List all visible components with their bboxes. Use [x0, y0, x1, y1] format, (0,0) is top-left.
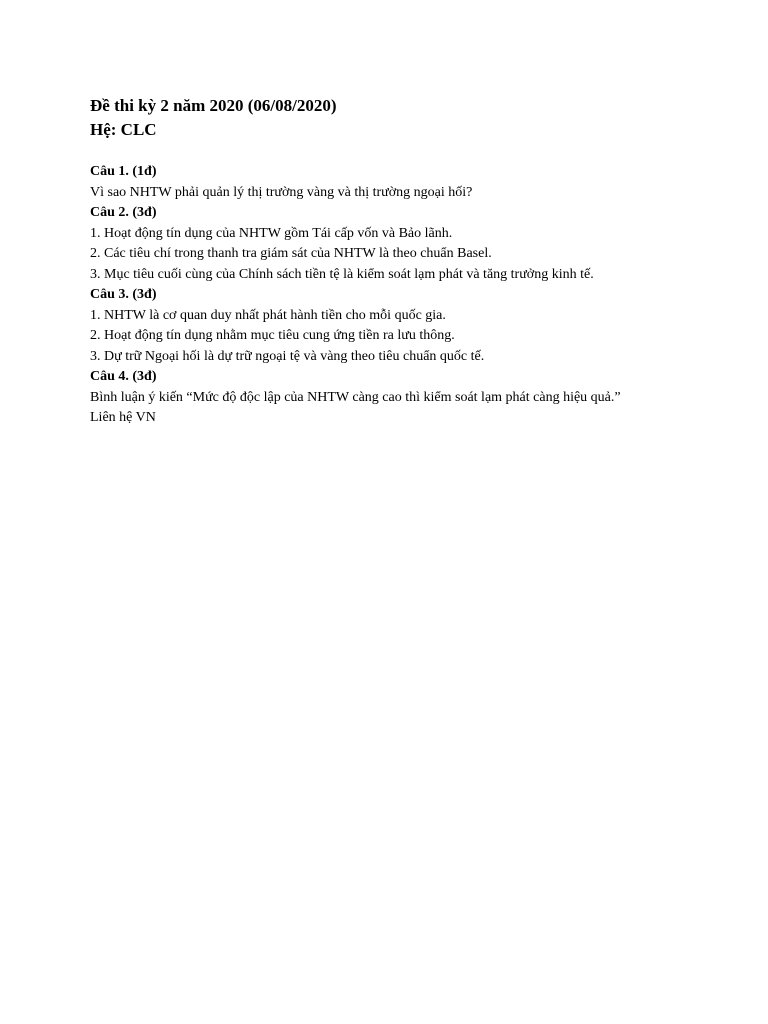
question-4 [90, 367, 730, 429]
exam-document [90, 94, 730, 429]
question-2-line-2: 2. Các tiêu chí trong thanh tra giám sát của NHTW là theo chuẩn Basel. [90, 246, 492, 261]
question-2 [90, 203, 730, 285]
question-1 [90, 162, 730, 203]
question-2-line-3: 3. Mục tiêu cuối cùng của Chính sách tiền tệ là kiểm soát lạm phát và tăng trưởng kinh tế. [90, 266, 594, 282]
question-3-line-3: 3. Dự trữ Ngoại hối là dự trữ ngoại tệ và vàng theo tiêu chuẩn quốc tế. [90, 348, 485, 364]
exam-program: Hệ: CLC [90, 120, 157, 139]
question-3-heading: Câu 3. (3đ) [90, 287, 157, 302]
question-2-heading: Câu 2. (3đ) [90, 205, 157, 220]
question-1-line-1: Vì sao NHTW phải quản lý thị trường vàng và thị trường ngoại hối? [90, 184, 473, 200]
question-1-heading: Câu 1. (1đ) [90, 164, 157, 179]
question-3 [90, 285, 730, 367]
question-3-line-2: 2. Hoạt động tín dụng nhằm mục tiêu cung ứng tiền ra lưu thông. [90, 328, 455, 343]
question-2-line-1: 1. Hoạt động tín dụng của NHTW gồm Tái cấp vốn và Bảo lãnh. [90, 225, 453, 241]
question-4-heading: Câu 4. (3đ) [90, 369, 157, 384]
question-4-line-1: Bình luận ý kiến “Mức độ độc lập của NHTW càng cao thì kiểm soát lạm phát càng hiệu quả.” [90, 389, 621, 405]
title-spacer [90, 142, 730, 162]
question-3-line-1: 1. NHTW là cơ quan duy nhất phát hành tiền cho mỗi quốc gia. [90, 307, 446, 323]
question-4-line-2: Liên hệ VN [90, 410, 156, 425]
exam-title: Đề thi kỳ 2 năm 2020 (06/08/2020) [90, 96, 337, 115]
